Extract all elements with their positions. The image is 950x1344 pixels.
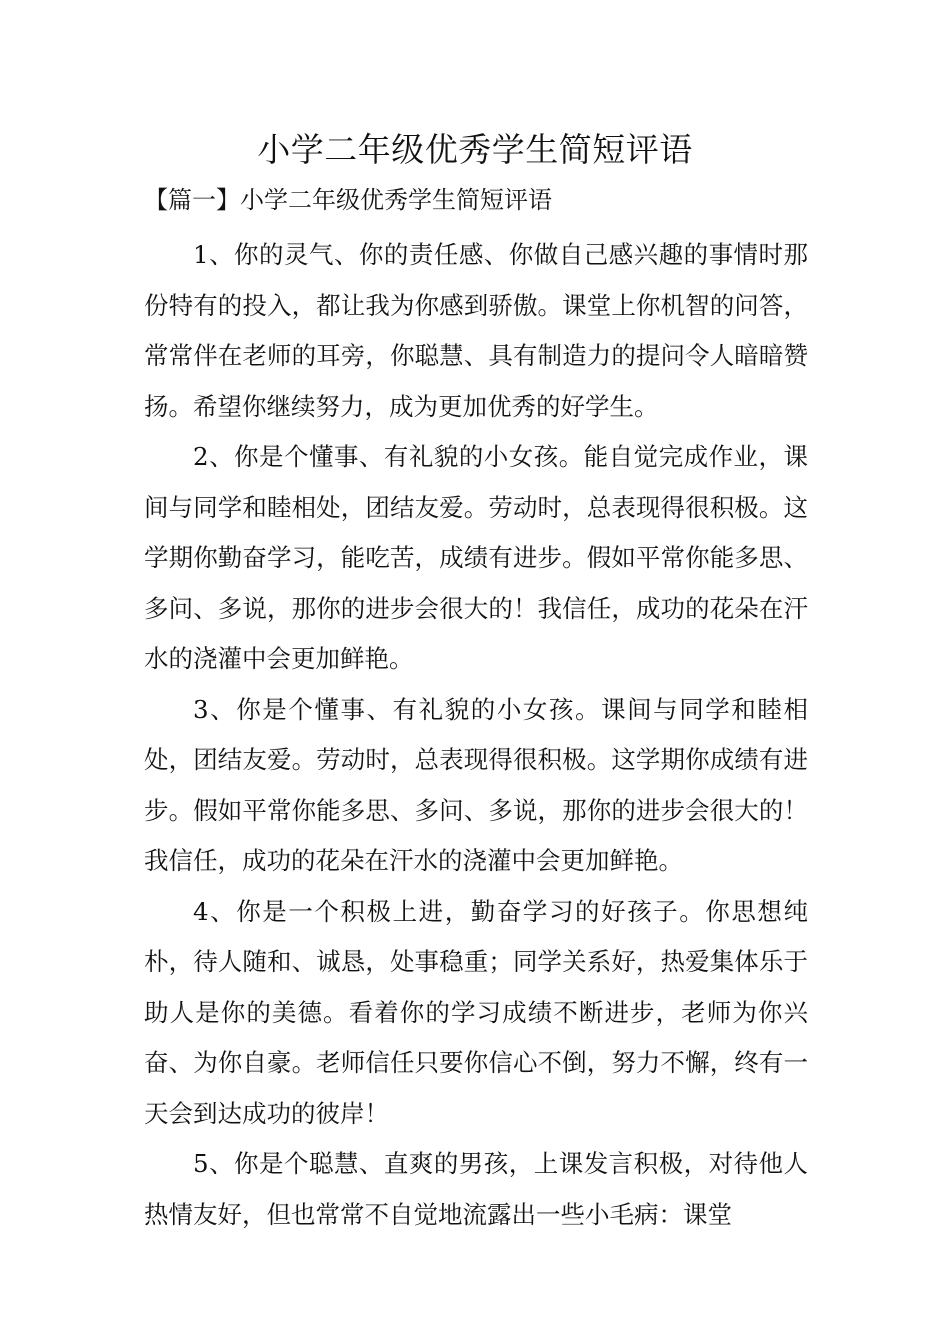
document-title: 小学二年级优秀学生简短评语 — [257, 130, 693, 169]
document-body — [144, 230, 808, 1240]
paragraph-1: 1、你的灵气、你的责任感、你做自己感兴趣的事情时那份特有的投入，都让我为你感到骄傲。课堂上你机智的问答，常常伴在老师的耳旁，你聪慧、具有制造力的提问令人暗暗赞扬。希望你继续努力，成为更加优秀的好学生。 — [144, 240, 808, 421]
section-heading: 【篇一】小学二年级优秀学生简短评语 — [144, 186, 552, 214]
paragraph-2: 2、你是个懂事、有礼貌的小女孩。能自觉完成作业，课间与同学和睦相处，团结友爱。劳动时，总表现得很积极。这学期你勤奋学习，能吃苦，成绩有进步。假如平常你能多思、多问、多说，那你的进步会很大的！我信任，成功的花朵在汗水的浇灌中会更加鲜艳。 — [144, 442, 808, 673]
paragraph-3: 3、你是个懂事、有礼貌的小女孩。课间与同学和睦相处，团结友爱。劳动时，总表现得很积极。这学期你成绩有进步。假如平常你能多思、多问、多说，那你的进步会很大的！我信任，成功的花朵在汗水的浇灌中会更加鲜艳。 — [144, 694, 808, 875]
paragraph-4: 4、你是一个积极上进，勤奋学习的好孩子。你思想纯朴，待人随和、诚恳，处事稳重；同学关系好，热爱集体乐于助人是你的美德。看着你的学习成绩不断进步，老师为你兴奋、为你自豪。老师信任只要你信心不倒，努力不懈，终有一天会到达成功的彼岸！ — [144, 896, 808, 1128]
paragraph-5: 5、你是个聪慧、直爽的男孩，上课发言积极，对待他人热情友好，但也常常不自觉地流露出一些小毛病：课堂 — [144, 1149, 808, 1229]
